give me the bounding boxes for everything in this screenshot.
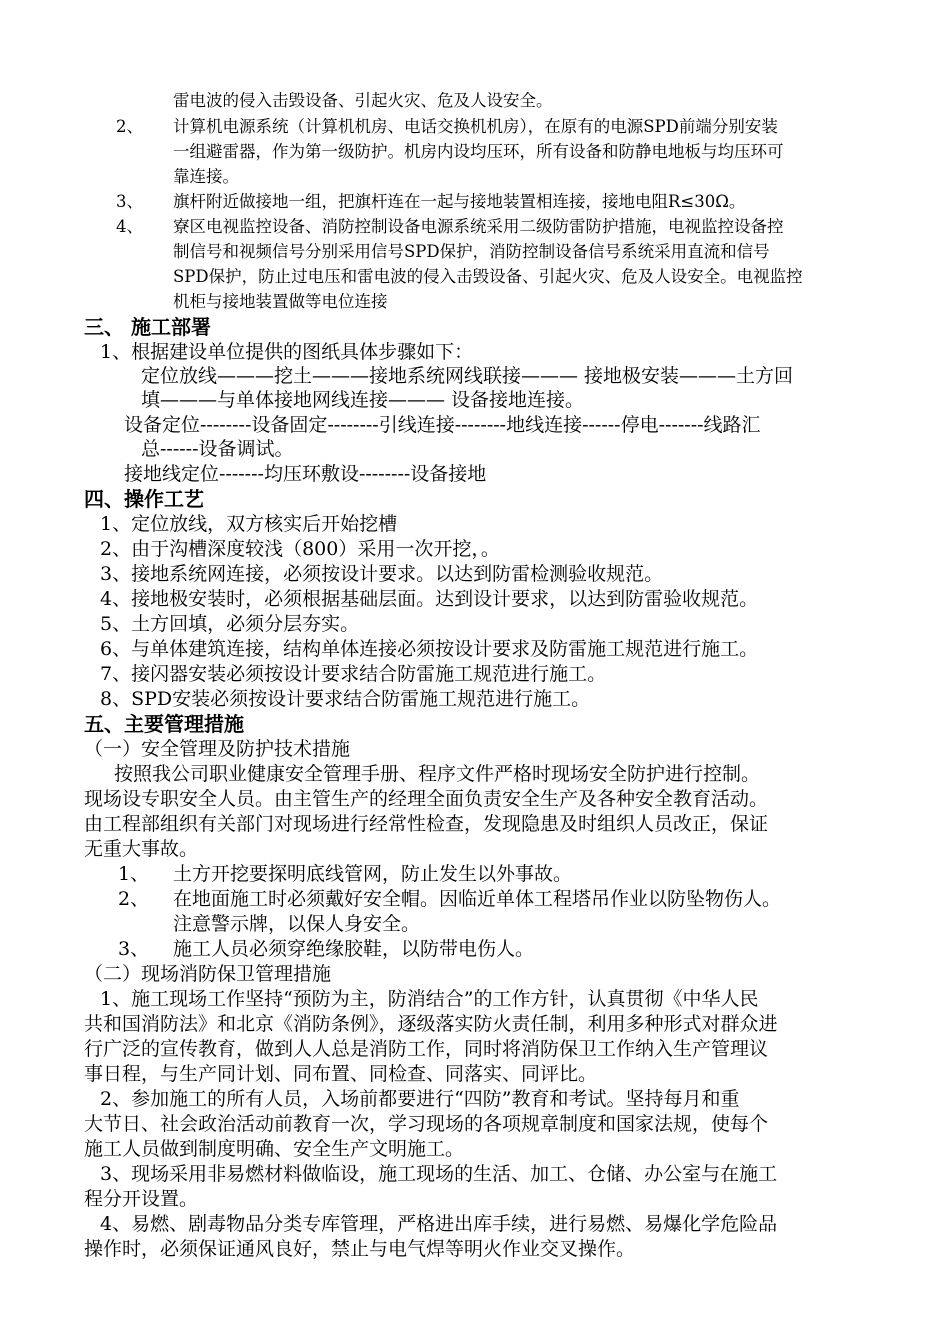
paragraph: 程分开设置。: [84, 1188, 199, 1210]
paragraph: 操作时，必须保证通风良好，禁止与电气焊等明火作业交叉操作。: [84, 1238, 636, 1260]
list-number: 3、: [116, 192, 143, 211]
paragraph: 施工人员做到制度明确、安全生产文明施工。: [84, 1138, 465, 1160]
list-item-text: SPD保护，防止过电压和雷电波的侵入击毁设备、引起火灾、危及人设安全。电视监控: [173, 267, 803, 286]
list-item-text: 旗杆附近做接地一组，把旗杆连在一起与接地装置相连接，接地电阻R≤30Ω。: [173, 192, 746, 211]
list-item-text: 机柜与接地装置做等电位连接: [173, 292, 388, 311]
list-number: 2、: [116, 117, 143, 136]
paragraph: 1、施工现场工作坚持“预防为主，防消结合”的工作方针，认真贯彻《中华人民: [100, 988, 759, 1010]
list-item-text: 制信号和视频信号分别采用信号SPD保护，消防控制设备信号系统采用直流和信号: [173, 242, 770, 261]
paragraph: 1、根据建设单位提供的图纸具体步骤如下：: [100, 341, 474, 363]
paragraph: 现场设专职安全人员。由主管生产的经理全面负责安全生产及各种安全教育活动。: [84, 788, 769, 810]
list-number: 2、: [118, 888, 150, 910]
paragraph: 按照我公司职业健康安全管理手册、程序文件严格时现场安全防护进行控制。: [114, 763, 761, 785]
paragraph: 共和国消防法》和北京《消防条例》，逐级落实防火责任制，利用多种形式对群众进: [84, 1013, 778, 1035]
paragraph: 4、易燃、剧毒物品分类专库管理，严格进出库手续，进行易燃、易爆化学危险品: [100, 1213, 778, 1235]
list-item-text: 一组避雷器，作为第一级防护。机房内设均压环，所有设备和防静电地板与均压环可: [173, 142, 784, 161]
paragraph: 2、参加施工的所有人员，入场前都要进行“四防”教育和考试。坚持每月和重: [100, 1088, 740, 1110]
list-item: 5、土方回填，必须分层夯实。: [100, 613, 360, 635]
paragraph: 由工程部组织有关部门对现场进行经常性检查，发现隐患及时组织人员改正，保证: [84, 813, 769, 835]
section-heading: 三、 施工部署: [84, 315, 211, 339]
paragraph: 定位放线———挖土———接地系统网线联接——— 接地极安装———土方回: [141, 365, 794, 387]
list-item-text: 土方开挖要探明底线管网，防止发生以外事故。: [173, 863, 573, 885]
list-item: 7、接闪器安装必须按设计要求结合防雷施工规范进行施工。: [100, 663, 607, 685]
list-item-text: 寮区电视监控设备、消防控制设备电源系统采用二级防雷防护措施，电视监控设备控: [173, 217, 784, 236]
section-heading: 四、操作工艺: [84, 487, 204, 511]
paragraph: 设备定位--------设备固定--------引线连接--------地线连接------停电-------线路汇: [124, 414, 761, 436]
list-item-text: 注意警示牌，以保人身安全。: [173, 913, 421, 935]
list-item: 8、SPD安装必须按设计要求结合防雷施工规范进行施工。: [100, 688, 591, 710]
list-number: 4、: [116, 217, 143, 236]
list-item: 1、定位放线，双方核实后开始挖槽: [100, 513, 398, 535]
subsection-heading: （二）现场消防保卫管理措施: [84, 963, 332, 985]
paragraph: 总------设备调试。: [141, 438, 294, 460]
paragraph: 无重大事故。: [84, 838, 199, 860]
list-item: 3、接地系统网连接，必须按设计要求。以达到防雷检测验收规范。: [100, 563, 664, 585]
paragraph: 填———与单体接地网线连接——— 设备接地连接。: [141, 389, 585, 411]
list-item: 2、由于沟槽深度较浅（800）采用一次开挖，。: [100, 538, 500, 560]
paragraph: 事日程，与生产同计划、同布置、同检查、同落实、同评比。: [84, 1063, 598, 1085]
list-item-text: 在地面施工时必须戴好安全帽。因临近单体工程塔吊作业以防坠物伤人。: [173, 888, 782, 910]
section2-continued-line: 雷电波的侵入击毁设备、引起火灾、危及人设安全。: [173, 91, 553, 110]
subsection-heading: （一）安全管理及防护技术措施: [84, 738, 351, 760]
paragraph: 接地线定位-------均压环敷设--------设备接地: [124, 463, 487, 485]
list-item-text: 靠连接。: [173, 167, 239, 186]
list-item: 4、接地极安装时，必须根据基础层面。达到设计要求，以达到防雷验收规范。: [100, 588, 759, 610]
list-item: 6、与单体建筑连接，结构单体连接必须按设计要求及防雷施工规范进行施工。: [100, 638, 759, 660]
list-number: 1、: [118, 863, 150, 885]
list-number: 3、: [118, 938, 150, 960]
paragraph: 行广泛的宣传教育，做到人人总是消防工作，同时将消防保卫工作纳入生产管理议: [84, 1038, 769, 1060]
list-item-text: 施工人员必须穿绝缘胶鞋，以防带电伤人。: [173, 938, 535, 960]
list-item-text: 计算机电源系统（计算机机房、电话交换机机房），在原有的电源SPD前端分别安装: [173, 117, 778, 136]
paragraph: 3、现场采用非易燃材料做临设，施工现场的生活、加工、仓储、办公室与在施工: [100, 1163, 778, 1185]
paragraph: 大节日、社会政治活动前教育一次，学习现场的各项规章制度和国家法规，使每个: [84, 1113, 769, 1135]
section-heading: 五、主要管理措施: [84, 712, 244, 736]
